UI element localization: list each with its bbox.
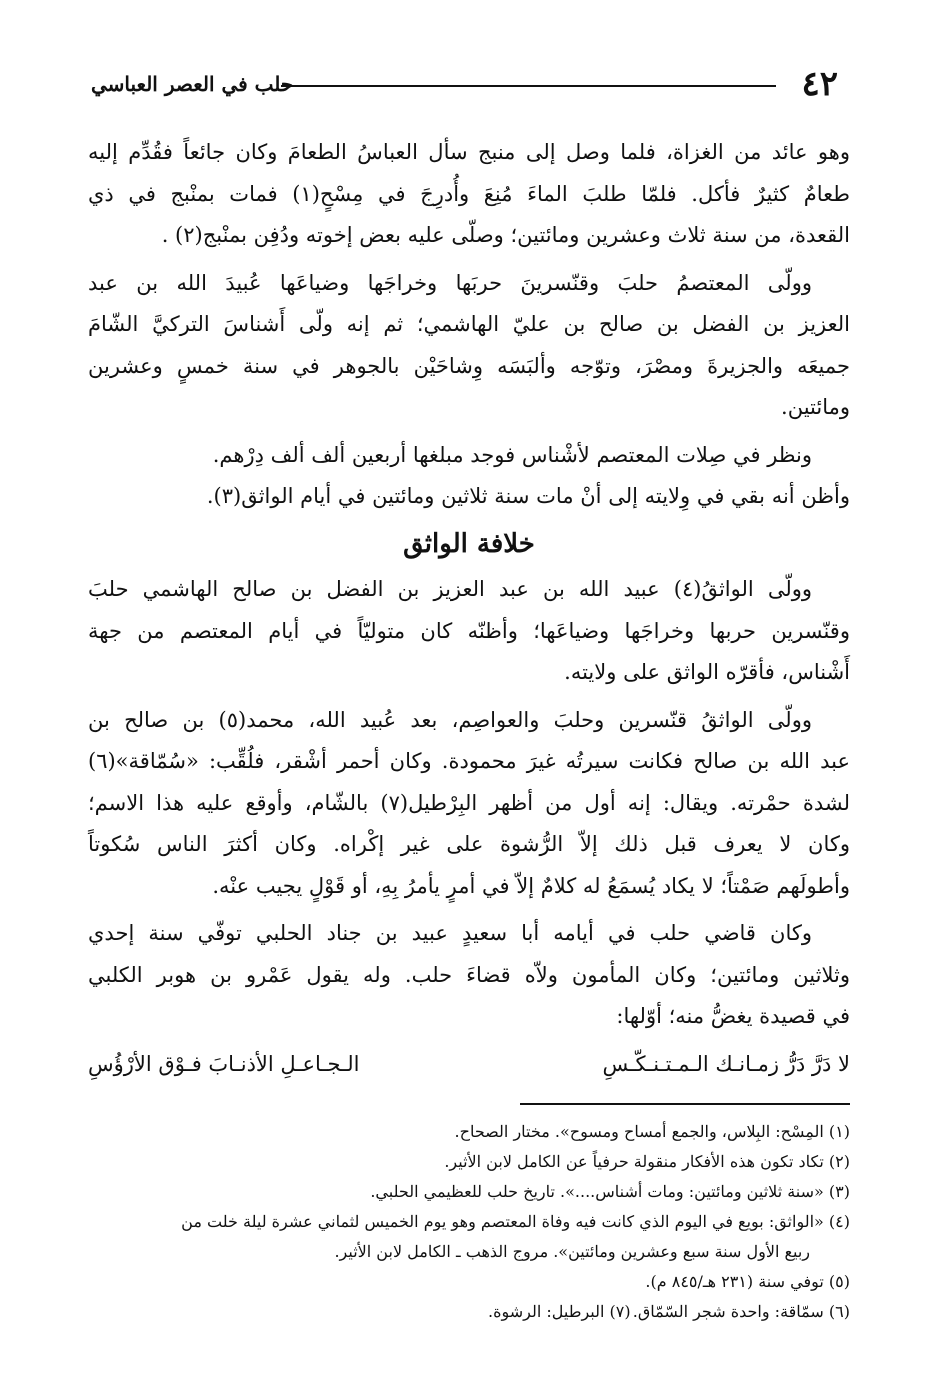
paragraph bbox=[88, 132, 850, 257]
text-line: وكان لا يعرف قبل ذلك إلاّ الرُّشوة على غير إكْراه. وكان أكثرَ الناس سُكوتاً bbox=[88, 832, 850, 856]
text-line: القعدة، من سنة ثلاث وعشرين ومائتين؛ وصلّى عليه بعض إخوته ودُفِن بمنْبج(٢) . bbox=[161, 223, 850, 247]
footnote-separator bbox=[520, 1103, 850, 1105]
text-line: وكان قاضي حلب في أيامه أبا سعيدٍ عبيد بن جناد الحلبي توفّي سنة إحدي bbox=[88, 921, 812, 945]
text-line: ونظر في صِلات المعتصم لأشْناس فوجد مبلغها أربعين ألف ألف دِرْهم. bbox=[212, 442, 812, 467]
footnotes bbox=[88, 1117, 850, 1327]
footnote-6: (٦) سمّاقة: واحدة شجر السّمّاق. bbox=[632, 1302, 850, 1321]
section-heading: خلافة الواثق bbox=[403, 528, 535, 559]
paragraph bbox=[88, 569, 850, 694]
text-line: لشدة حمْرته. ويقال: إنه أول من أظهر البِرْطيل(٧) بالشّام، وأوقع عليه هذا الاسم؛ bbox=[88, 790, 850, 815]
running-title: حلب في العصر العباسي bbox=[91, 72, 294, 96]
verse-first-hemistich: لا دَرَّ دَرُّ زمـانـك الـمـتـنـكّـسِ bbox=[602, 1051, 850, 1076]
text-line: وولّى المعتصمُ حلبَ وقنّسرينَ حربَها وخراجَها وضياعَها عُبيدَ الله بن عبد bbox=[88, 270, 812, 295]
footnote-2: (٢) تكاد تكون هذه الأفكار منقولة حرفياً عن الكامل لابن الأثير. bbox=[444, 1152, 850, 1171]
text-line: وثلاثين ومائتين؛ وكان المأمون ولاّه قضاءَ حلب. وله يقول عَمْرو بن هوبر الكلبي bbox=[88, 962, 850, 987]
text-line: وأظن أنه بقي في وِلايته إلى أنْ مات سنة ثلاثين ومائتين في أيام الواثق(٣). bbox=[206, 484, 850, 508]
poem-verse bbox=[88, 1044, 850, 1086]
footnote-4-continued: ربيع الأول سنة سبع وعشرين ومائتين». مروج الذهب ـ الكامل لابن الأثير. bbox=[334, 1242, 810, 1261]
page-number: ٤٢ bbox=[801, 64, 838, 104]
footnote-row bbox=[88, 1297, 850, 1327]
footnote-3: (٣) «سنة ثلاثين ومائتين: ومات أشناس....». تاريخ حلب للعظيمي الحلبي. bbox=[370, 1182, 850, 1201]
text-line: أَشْناس، فأقرّه الواثق على ولايته. bbox=[564, 660, 850, 684]
text-line: جميعَه والجزيرةَ ومصْرَ، وتوّجه وألبَسَه وِشاحَيْن بالجوهر في سنة خمسٍ وعشرين bbox=[88, 353, 850, 378]
footnote-4: (٤) «الواثق: بويع في اليوم الذي كانت فيه وفاة المعتصم وهو يوم الخميس لثماني عشرة ليلة خلت من bbox=[181, 1212, 850, 1231]
text-line: طعامٌ كثيرٌ فأكل. فلمّا طلبَ الماءَ مُنِعَ وأُدرِجَ في مِسْحٍ(١) فمات بمنْبج في ذي bbox=[88, 181, 850, 206]
text-line: عبد الله بن صالح فكانت سيرتُه غيرَ محمودة. وكان أحمر أشْقر، فلُقِّب: «سُمّاقة»(٦) bbox=[88, 749, 850, 773]
paragraph bbox=[88, 700, 850, 908]
running-header bbox=[91, 64, 838, 104]
footnote-1: (١) المِسْح: البِلاس، والجمع أمساح ومسوح». مختار الصحاح. bbox=[454, 1122, 850, 1141]
verse-second-hemistich: الـجـاعـلِ الأذنـابَ فـوْق الأرْؤُسِ bbox=[88, 1051, 360, 1076]
footnote-5: (٥) توفي سنة (٢٣١ هـ/٨٤٥ م). bbox=[645, 1272, 850, 1291]
paragraph bbox=[88, 913, 850, 1038]
header-rule bbox=[281, 85, 776, 87]
body-text bbox=[88, 132, 850, 1085]
text-line: وأطولَهم صَمْتاً؛ لا يكاد يُسمَعُ له كلامٌ إلاّ في أمرٍ يأمرُ بِهِ، أو قَوْلٍ يجيب عنْه. bbox=[212, 873, 850, 898]
paragraph bbox=[88, 263, 850, 429]
text-line: ومائتين. bbox=[781, 395, 850, 419]
text-line: وقنّسرين حربها وخراجَها وضياعَها؛ وأظنّه كان متوليّاً في أيام المعتصم من جهة bbox=[88, 618, 850, 643]
paragraph bbox=[88, 435, 850, 518]
text-line: في قصيدة يغضُّ منه؛ أوّلها: bbox=[616, 1004, 850, 1028]
text-line: وولّى الواثقُ(٤) عبيد الله بن عبد العزيز بن الفضل بن صالح الهاشمي حلبَ bbox=[88, 577, 812, 601]
text-line: وهو عائد من الغزاة، فلما وصل إلى منبج سأل العباسُ الطعامَ وكان جائعاً فقُدِّم إليه bbox=[88, 140, 850, 164]
footnote-7: (٧) البرطيل: الرشوة. bbox=[488, 1302, 631, 1321]
text-line: وولّى الواثقُ قنّسرين وحلبَ والعواصِم، بعد عُبيد الله، محمد(٥) بن صالح بن bbox=[88, 707, 812, 732]
text-line: العزيز بن الفضل بن صالح بن عليّ الهاشمي؛ ثم إنه ولّى أَشناسَ التركيَّ الشّامَ bbox=[88, 312, 850, 336]
